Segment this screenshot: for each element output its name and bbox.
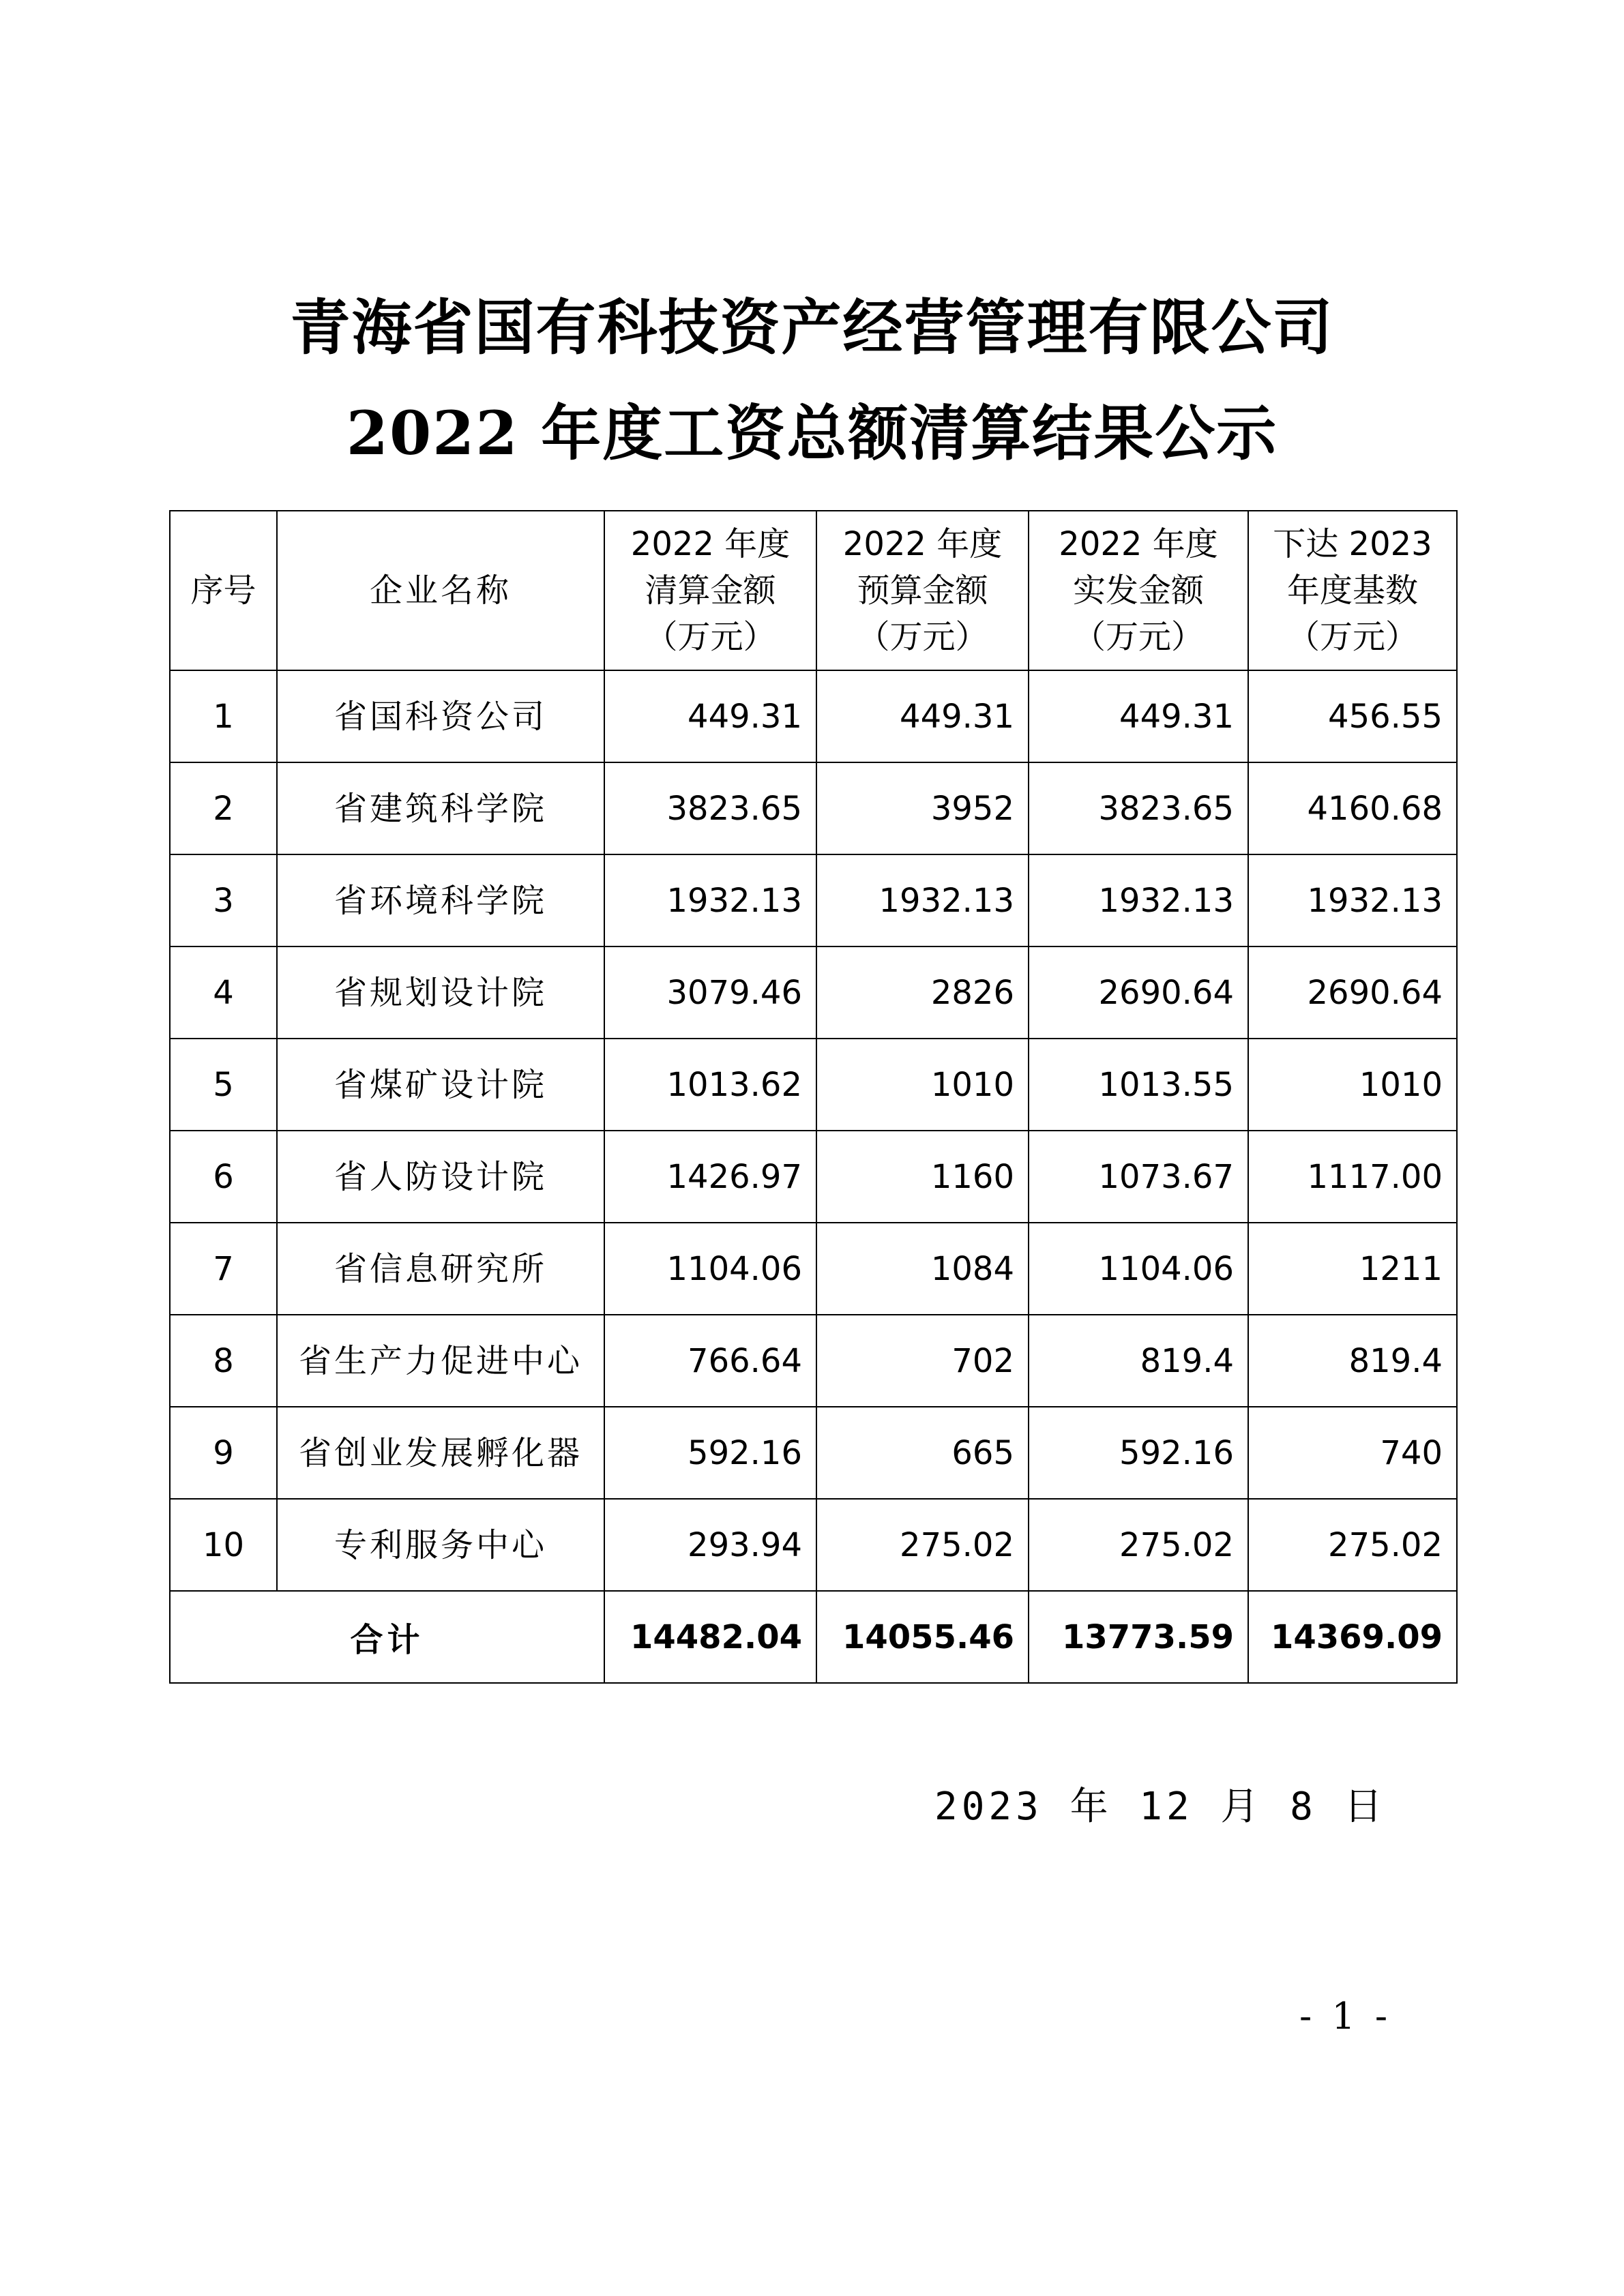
row-2023-base: 275.02 [1248,1499,1457,1591]
row-actual-amount: 1932.13 [1029,854,1248,946]
row-2023-base: 4160.68 [1248,762,1457,854]
header-budget-amount: 2022 年度 预算金额 （万元） [816,511,1029,670]
page-number: - 1 - [1299,1995,1392,2038]
row-company-name: 专利服务中心 [277,1499,604,1591]
row-company-name: 省环境科学院 [277,854,604,946]
salary-settlement-table [169,510,1458,1684]
table-row [170,762,1457,854]
row-settled-amount: 1104.06 [604,1223,816,1315]
row-index: 4 [170,946,277,1039]
header-settled-amount: 2022 年度 清算金额 （万元） [604,511,816,670]
row-settled-amount: 3823.65 [604,762,816,854]
row-settled-amount: 449.31 [604,670,816,762]
row-settled-amount: 766.64 [604,1315,816,1407]
header-company-name: 企业名称 [277,511,604,670]
row-company-name: 省煤矿设计院 [277,1039,604,1131]
table-total-row [170,1591,1457,1683]
row-index: 3 [170,854,277,946]
row-budget-amount: 3952 [816,762,1029,854]
row-2023-base: 2690.64 [1248,946,1457,1039]
row-index: 9 [170,1407,277,1499]
row-2023-base: 1932.13 [1248,854,1457,946]
total-2023-base: 14369.09 [1248,1591,1457,1683]
row-2023-base: 1010 [1248,1039,1457,1131]
row-index: 5 [170,1039,277,1131]
table-row [170,1131,1457,1223]
row-budget-amount: 1160 [816,1131,1029,1223]
row-2023-base: 740 [1248,1407,1457,1499]
total-settled-amount: 14482.04 [604,1591,816,1683]
row-index: 10 [170,1499,277,1591]
publish-date: 2023 年 12 月 8 日 [934,1785,1387,1829]
row-2023-base: 456.55 [1248,670,1457,762]
row-index: 1 [170,670,277,762]
row-actual-amount: 3823.65 [1029,762,1248,854]
table-header-row [170,511,1457,670]
table-row [170,670,1457,762]
row-company-name: 省创业发展孵化器 [277,1407,604,1499]
row-2023-base: 1211 [1248,1223,1457,1315]
table-row [170,1315,1457,1407]
row-actual-amount: 819.4 [1029,1315,1248,1407]
table-row [170,1407,1457,1499]
row-budget-amount: 1932.13 [816,854,1029,946]
row-actual-amount: 2690.64 [1029,946,1248,1039]
row-budget-amount: 449.31 [816,670,1029,762]
row-company-name: 省国科资公司 [277,670,604,762]
row-actual-amount: 449.31 [1029,670,1248,762]
row-company-name: 省规划设计院 [277,946,604,1039]
row-company-name: 省生产力促进中心 [277,1315,604,1407]
row-actual-amount: 275.02 [1029,1499,1248,1591]
row-budget-amount: 2826 [816,946,1029,1039]
table-row [170,1499,1457,1591]
row-company-name: 省人防设计院 [277,1131,604,1223]
row-budget-amount: 665 [816,1407,1029,1499]
total-actual-amount: 13773.59 [1029,1591,1248,1683]
table-row [170,946,1457,1039]
row-budget-amount: 1084 [816,1223,1029,1315]
row-index: 2 [170,762,277,854]
row-actual-amount: 1073.67 [1029,1131,1248,1223]
row-budget-amount: 1010 [816,1039,1029,1131]
row-actual-amount: 1104.06 [1029,1223,1248,1315]
document-title: 青海省国有科技资产经营管理有限公司 [290,292,1334,363]
row-actual-amount: 1013.55 [1029,1039,1248,1131]
row-index: 8 [170,1315,277,1407]
row-budget-amount: 702 [816,1315,1029,1407]
total-budget-amount: 14055.46 [816,1591,1029,1683]
row-settled-amount: 592.16 [604,1407,816,1499]
row-2023-base: 1117.00 [1248,1131,1457,1223]
row-budget-amount: 275.02 [816,1499,1029,1591]
row-2023-base: 819.4 [1248,1315,1457,1407]
row-index: 7 [170,1223,277,1315]
header-index: 序号 [170,511,277,670]
document-subtitle: 2022 年度工资总额清算结果公示 [346,398,1278,468]
row-settled-amount: 293.94 [604,1499,816,1591]
header-2023-base: 下达 2023 年度基数 （万元） [1248,511,1457,670]
row-settled-amount: 1932.13 [604,854,816,946]
row-index: 6 [170,1131,277,1223]
row-actual-amount: 592.16 [1029,1407,1248,1499]
table-row [170,1039,1457,1131]
header-actual-amount: 2022 年度 实发金额 （万元） [1029,511,1248,670]
row-company-name: 省信息研究所 [277,1223,604,1315]
row-settled-amount: 1013.62 [604,1039,816,1131]
table-row [170,1223,1457,1315]
row-settled-amount: 1426.97 [604,1131,816,1223]
row-settled-amount: 3079.46 [604,946,816,1039]
table-row [170,854,1457,946]
total-label: 合计 [170,1591,604,1683]
row-company-name: 省建筑科学院 [277,762,604,854]
